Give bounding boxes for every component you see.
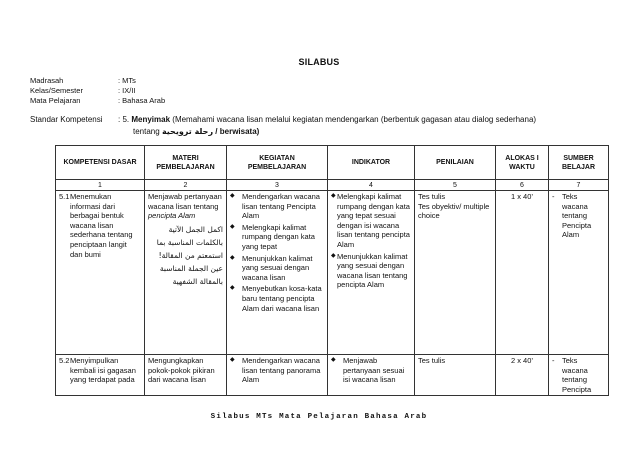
header-row — [56, 146, 609, 180]
meta-value: : MTs — [118, 76, 136, 85]
meta-row-kelas — [30, 86, 165, 96]
standar-line2 — [30, 126, 630, 138]
arabic-line: اكمل الجمل الآتية — [168, 224, 223, 234]
kd-number: 5.2 — [59, 356, 70, 365]
bullet-icon: ◆ — [331, 193, 336, 199]
waktu-cell: 2 x 40’ — [496, 355, 549, 396]
meta-row-mapel — [30, 96, 165, 106]
list-item — [230, 284, 324, 313]
dash-icon: - — [552, 356, 555, 365]
header-kompetensi-dasar: KOMPETENSI DASAR — [56, 146, 145, 180]
indikator-text: Menjawab pertanyaan sesuai isi wacana lisan — [343, 356, 405, 385]
standar-line2-arabic: رحلة ترويحية — [161, 127, 214, 136]
column-number: 4 — [328, 180, 415, 191]
list-item — [230, 356, 324, 385]
materi-text: Menjawab pertanyaan wacana lisan tentang — [148, 192, 222, 211]
column-number: 6 — [496, 180, 549, 191]
indikator-cell — [328, 191, 415, 355]
meta-value: : Bahasa Arab — [118, 96, 166, 105]
kegiatan-text: Menyebutkan kosa-kata baru tentang pencipta Alam dari wacana lisan — [242, 284, 322, 313]
bullet-icon: ◆ — [230, 223, 235, 230]
list-item — [230, 192, 324, 221]
arabic-line: بالمقالة الشفهية — [172, 276, 223, 286]
list-item — [230, 254, 324, 283]
page-footer: Silabus MTs Mata Pelajaran Bahasa Arab — [210, 413, 428, 421]
kd-cell — [56, 191, 145, 355]
standar-prefix: : 5. — [118, 115, 130, 124]
standar-keyword: Menyimak — [131, 115, 171, 124]
silabus-table — [55, 145, 609, 396]
header-penilaian: PENILAIAN — [415, 146, 496, 180]
kegiatan-cell — [227, 191, 328, 355]
penilaian-cell — [415, 355, 496, 396]
penilaian-text: Tes tulis — [418, 192, 446, 201]
meta-label: Mata Pelajaran — [30, 96, 81, 105]
kegiatan-cell — [227, 355, 328, 396]
column-number-row — [56, 180, 609, 191]
sumber-text: Teks wacana tentang Pencipta Alam — [562, 192, 592, 240]
list-item — [331, 356, 411, 385]
bullet-icon: ◆ — [230, 285, 235, 292]
list-item — [331, 192, 411, 250]
table-row — [56, 191, 609, 355]
kd-number: 5.1 — [59, 192, 70, 201]
sumber-text: Teks wacana tentang Pencipta — [562, 356, 592, 394]
column-number: 2 — [145, 180, 227, 191]
sumber-cell — [549, 355, 609, 396]
header-alokasi-waktu: ALOKAS I WAKTU — [496, 146, 549, 180]
penilaian-cell — [415, 191, 496, 355]
kegiatan-text: Mendengarkan wacana lisan tentang Pencipta Alam — [242, 192, 320, 221]
materi-text: Mengungkapkan pokok-pokok pikiran dari wacana lisan — [148, 356, 215, 385]
penilaian-text: Tes tulis — [418, 356, 446, 365]
header-indikator: INDIKATOR — [328, 146, 415, 180]
meta-value: : IX/II — [118, 86, 136, 95]
materi-italic: pencipta Alam — [148, 211, 196, 221]
dash-icon: - — [552, 192, 555, 201]
meta-label: Madrasah — [30, 76, 64, 85]
standar-line2-post: / berwisata) — [215, 127, 260, 136]
bullet-icon: ◆ — [230, 254, 235, 261]
kegiatan-text: Mendengarkan wacana lisan tentang panorama Alam — [242, 356, 321, 385]
meta-row-madrasah — [30, 76, 165, 86]
standar-line2-pre: tentang — [133, 127, 160, 136]
waktu-cell: 1 x 40’ — [496, 191, 549, 355]
penilaian-text: Tes obyektiv/ multiple choice — [418, 201, 490, 221]
standar-kompetensi — [30, 114, 630, 138]
list-item — [331, 252, 411, 290]
bullet-icon: ◆ — [230, 193, 235, 199]
meta-block — [30, 76, 165, 106]
kd-text: Menemukan informasi dari berbagai bentuk wacana lisan sederhana tentang penciptaan langit dan bumi — [70, 192, 133, 259]
header-sumber-belajar: SUMBER BELAJAR — [549, 146, 609, 180]
materi-cell — [145, 355, 227, 396]
materi-cell — [145, 191, 227, 355]
indikator-text: Menunjukkan kalimat yang sesuai dengan wacana lisan tentang pencipta Alam — [337, 251, 408, 290]
kd-cell — [56, 355, 145, 396]
header-materi: MATERI PEMBELAJARAN — [145, 146, 227, 180]
meta-label: Kelas/Semester — [30, 86, 83, 95]
arabic-line: بالكلمات المناسبة بما — [156, 237, 223, 247]
indikator-cell — [328, 355, 415, 396]
column-number: 7 — [549, 180, 609, 191]
standar-text — [118, 114, 628, 126]
arabic-line: استمعتم من المقالة! — [158, 250, 223, 260]
sumber-cell — [549, 191, 609, 355]
kegiatan-text: Melengkapi kalimat rumpang dengan kata yang tepat — [242, 222, 315, 251]
list-item — [230, 223, 324, 252]
standar-label: Standar Kompetensi — [30, 115, 103, 124]
standar-description: (Memahami wacana lisan melalui kegiatan mendengarkan (berbentuk gagasan atau dialog sederhana) — [172, 115, 537, 124]
materi-arabic — [148, 223, 223, 288]
page-title: SILABUS — [298, 57, 340, 67]
kd-text: Menyimpulkan kembali isi gagasan yang terdapat pada — [70, 356, 136, 385]
header-kegiatan: KEGIATAN PEMBELAJARAN — [227, 146, 328, 180]
column-number: 3 — [227, 180, 328, 191]
column-number: 1 — [56, 180, 145, 191]
bullet-icon: ◆ — [331, 252, 336, 259]
column-number: 5 — [415, 180, 496, 191]
indikator-text: Melengkapi kalimat rumpang dengan kata yang tepat sesuai dengan isi wacana lisan tentang pencipta Alam — [337, 192, 410, 249]
table-row — [56, 355, 609, 396]
bullet-icon: ◆ — [230, 357, 235, 363]
bullet-icon: ◆ — [331, 357, 336, 363]
arabic-line: عين الجملة المناسبة — [159, 263, 223, 273]
kegiatan-text: Menunjukkan kalimat yang sesuai dengan wacana lisan — [242, 253, 313, 282]
